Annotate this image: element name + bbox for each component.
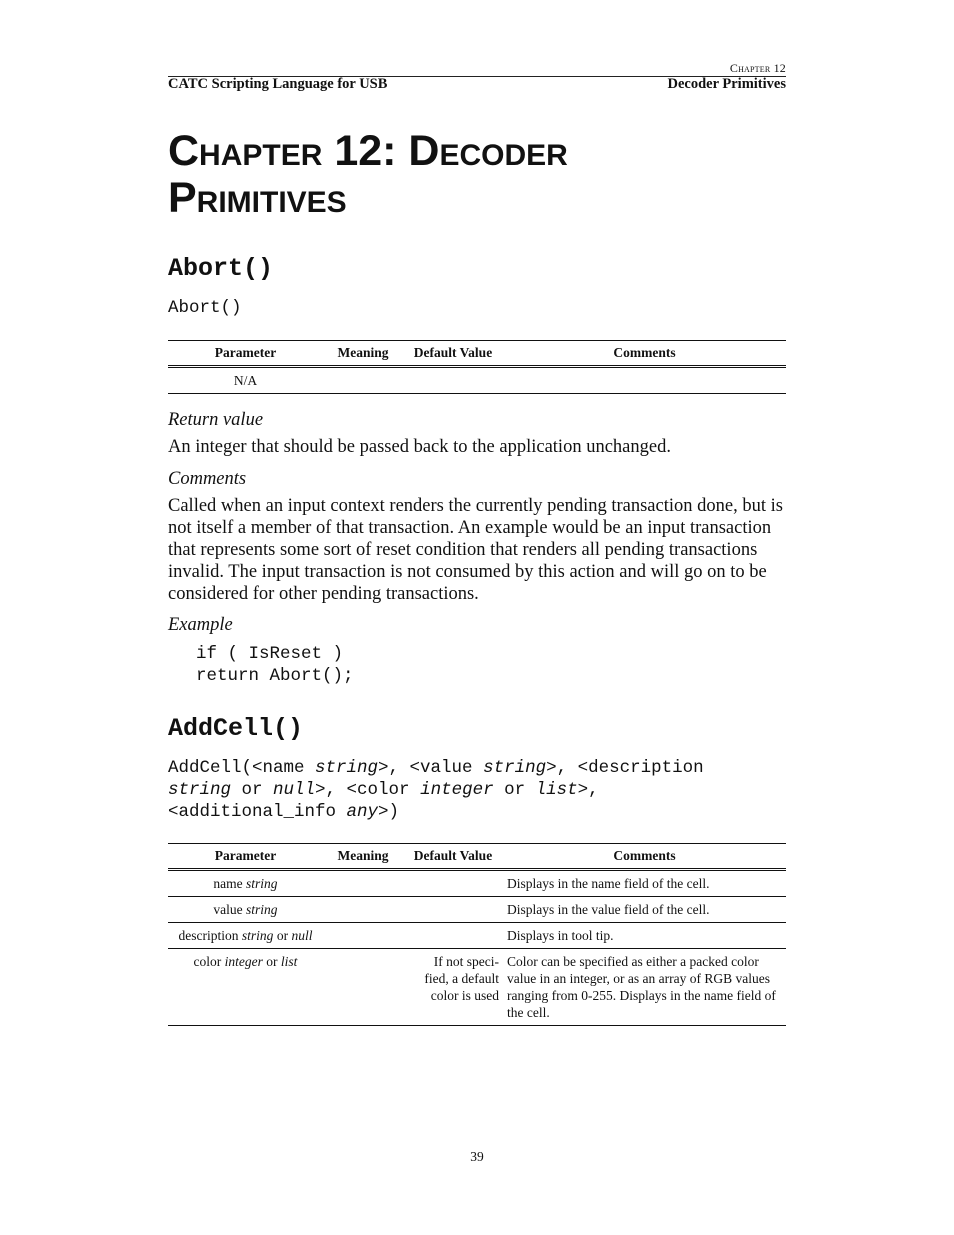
chapter-title-line2: Primitives — [168, 174, 347, 222]
example-code-line1: if ( IsReset ) — [196, 644, 344, 664]
param-cell: N/A — [233, 373, 258, 388]
table-row — [168, 367, 786, 394]
table-row — [168, 923, 786, 949]
col-default-value: Default Value — [413, 848, 493, 863]
table-row — [168, 897, 786, 923]
meaning-cell — [323, 897, 403, 923]
col-meaning: Meaning — [337, 848, 389, 863]
col-comments: Comments — [613, 345, 676, 360]
col-comments: Comments — [613, 848, 676, 863]
syntax-type: string — [483, 758, 547, 778]
param-cell — [168, 870, 323, 897]
running-header-chapter: Chapter 12 — [729, 61, 786, 75]
addcell-parameter-table — [168, 843, 786, 1026]
running-header-section-title: Decoder Primitives — [667, 76, 786, 92]
default-cell — [403, 870, 503, 897]
return-value-text: An integer that should be passed back to the application unchanged. — [168, 437, 671, 457]
param-name: description — [178, 928, 242, 943]
syntax-type: string — [315, 758, 379, 778]
col-parameter: Parameter — [214, 345, 277, 360]
comments-cell: Displays in the value field of the cell. — [507, 902, 710, 917]
param-cell — [168, 897, 323, 923]
default-cell — [403, 367, 503, 394]
syntax-text: >, — [577, 780, 599, 800]
syntax-type: null — [273, 780, 316, 800]
syntax-text: >, <description — [546, 758, 704, 778]
meaning-cell — [323, 870, 403, 897]
default-cell — [403, 897, 503, 923]
meaning-cell — [323, 367, 403, 394]
param-name: name — [213, 876, 247, 891]
param-cell — [168, 949, 323, 1026]
param-type: integer — [224, 954, 263, 969]
table-header-row — [168, 844, 786, 870]
abort-syntax: Abort() — [168, 298, 242, 318]
syntax-type: list — [535, 780, 578, 800]
param-type: list — [280, 954, 298, 969]
param-type: string — [246, 876, 278, 891]
syntax-text: >, <color — [315, 780, 421, 800]
chapter-title — [168, 128, 786, 222]
example-code-line2: return Abort(); — [196, 666, 354, 686]
addcell-section-title: AddCell() — [168, 714, 304, 743]
return-value-label: Return value — [168, 410, 264, 430]
syntax-text: >, <value — [378, 758, 484, 778]
col-default-value: Default Value — [413, 345, 493, 360]
table-row — [168, 949, 786, 1026]
param-name: value — [213, 902, 247, 917]
col-meaning: Meaning — [337, 345, 389, 360]
chapter-title-line1: Chapter 12: Decoder — [168, 127, 568, 175]
comments-cell: Color can be specified as either a packed color value in an integer, or as an array of RGB values ranging from 0-255. Displays in the name field of the cell. — [507, 954, 776, 1020]
table-row — [168, 870, 786, 897]
abort-section-title: Abort() — [168, 254, 274, 283]
comments-text: Called when an input context renders the currently pending transaction done, but is not itself a member of that transaction. An example would be an input transaction that represents some sort of reset condition that renders all pending transactions invalid. The input transaction is not consumed by this action and will go on to be considered for other pending transactions. — [168, 496, 783, 604]
meaning-cell — [323, 923, 403, 949]
param-type: string — [246, 902, 278, 917]
addcell-syntax — [168, 757, 704, 823]
default-cell — [403, 923, 503, 949]
param-or: or — [273, 928, 292, 943]
param-cell — [168, 923, 323, 949]
syntax-type: string — [168, 780, 232, 800]
abort-parameter-table — [168, 340, 786, 394]
syntax-text: AddCell(<name — [168, 758, 316, 778]
syntax-type: integer — [420, 780, 494, 800]
meaning-cell — [323, 949, 403, 1026]
running-header-doc-title: CATC Scripting Language for USB — [168, 76, 388, 92]
comments-cell: Displays in tool tip. — [507, 928, 614, 943]
syntax-text: >) — [378, 802, 400, 822]
comments-label: Comments — [168, 469, 247, 489]
example-label: Example — [168, 615, 233, 635]
param-type: string — [241, 928, 274, 943]
default-cell: If not speci-fied, a default color is used — [424, 954, 499, 1003]
col-parameter: Parameter — [214, 848, 277, 863]
comments-cell — [503, 367, 786, 394]
param-or: or — [262, 954, 281, 969]
syntax-text: or — [231, 780, 274, 800]
syntax-text: <additional_info — [168, 802, 347, 822]
param-name: color — [193, 954, 225, 969]
param-type: null — [291, 928, 313, 943]
table-header-row — [168, 341, 786, 367]
comments-cell: Displays in the name field of the cell. — [507, 876, 710, 891]
syntax-text: or — [493, 780, 536, 800]
syntax-type: any — [346, 802, 379, 822]
page-number: 39 — [470, 1149, 484, 1164]
